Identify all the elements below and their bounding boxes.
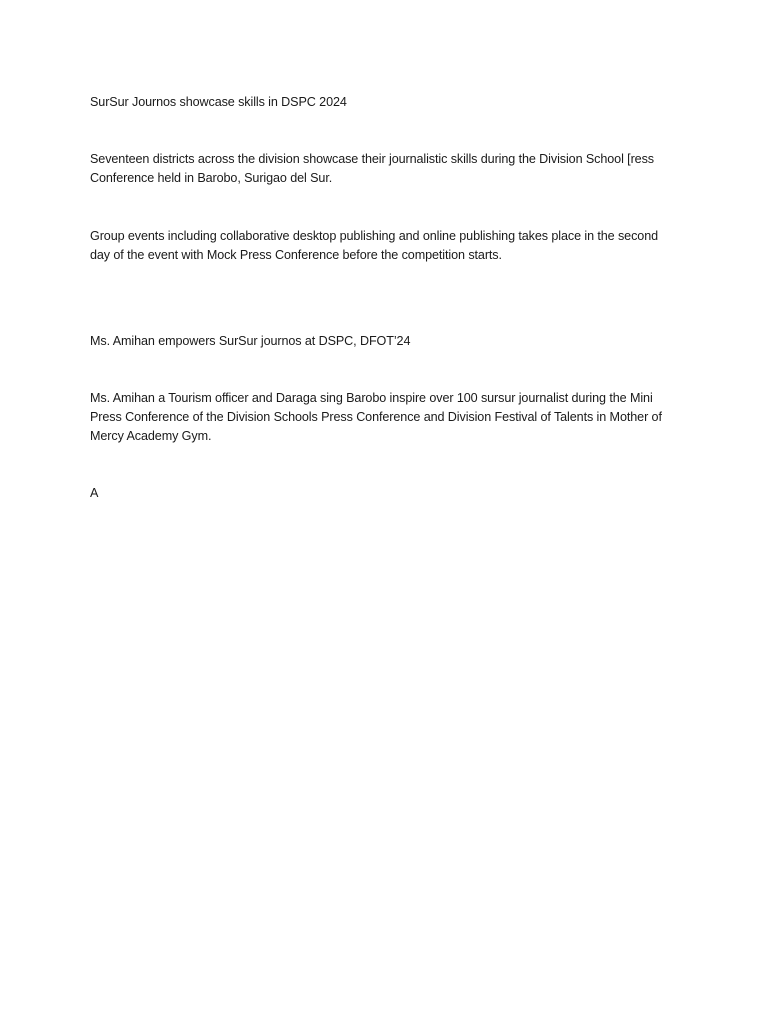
paragraph-2: Group events including collaborative desktop publishing and online publishing takes place in the second day of the event with Mock Press Conference before the competition starts.	[90, 229, 658, 262]
paragraph-4: A	[90, 486, 99, 500]
headline-1: SurSur Journos showcase skills in DSPC 2024	[90, 95, 347, 109]
document-body[interactable]	[90, 93, 680, 503]
paragraph-1: Seventeen districts across the division showcase their journalistic skills during the Division School [ress Conference held in Barobo, Surigao del Sur.	[90, 152, 654, 185]
paragraph-3: Ms. Amihan a Tourism officer and Daraga sing Barobo inspire over 100 sursur journalist during the Mini Press Conference of the Division Schools Press Conference and Division Festival of Talents in Mother of Mercy Academy Gym.	[90, 391, 662, 443]
headline-2: Ms. Amihan empowers SurSur journos at DSPC, DFOT’24	[90, 334, 411, 348]
